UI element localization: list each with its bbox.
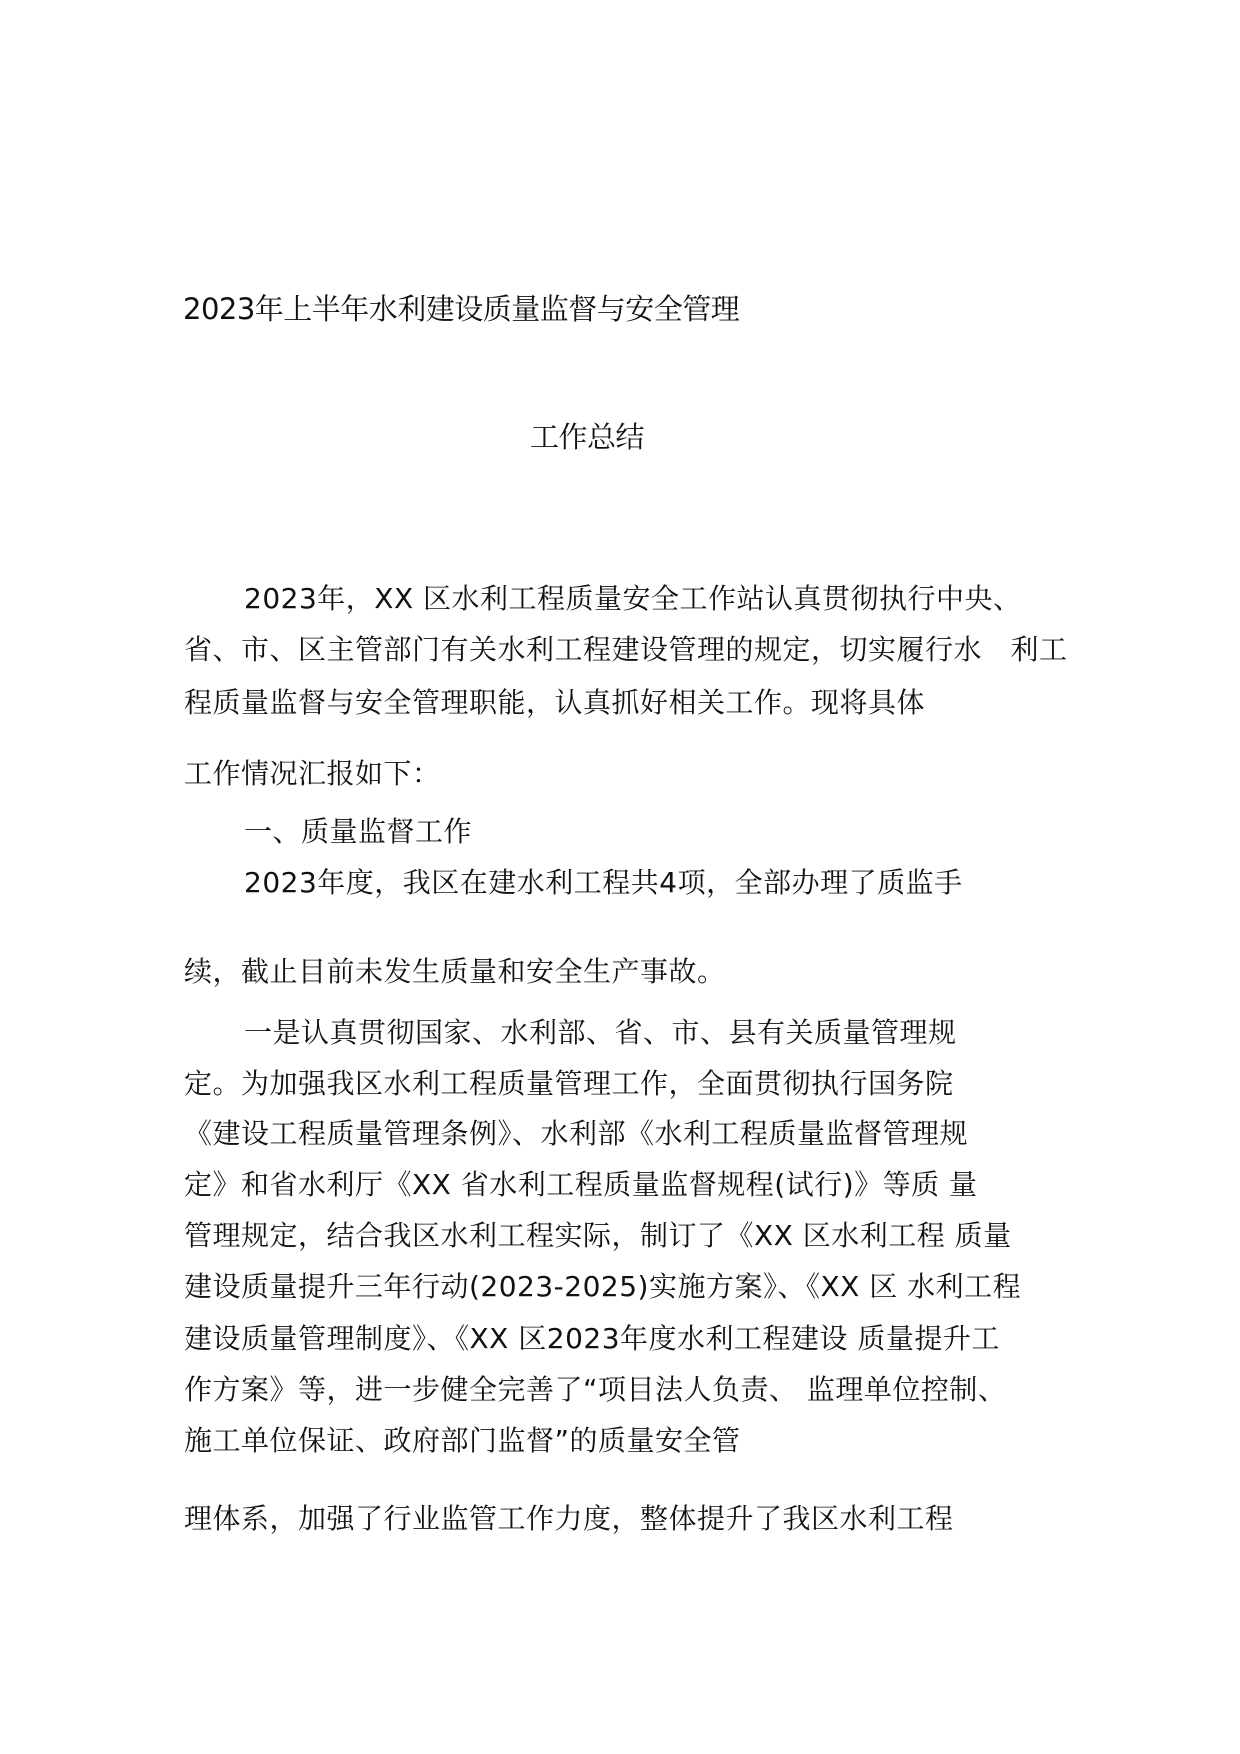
paragraph-line: 建设质量管理制度》、《XX 区2023年度水利工程建设 质量提升工 xyxy=(184,1322,1000,1355)
document-subtitle: 工作总结 xyxy=(530,420,645,454)
section-heading: 一、质量监督工作 xyxy=(244,815,473,848)
paragraph-line: 续，截止目前未发生质量和安全生产事故。 xyxy=(184,955,726,988)
paragraph-line: 程质量监督与安全管理职能，认真抓好相关工作。现将具体 xyxy=(184,686,926,719)
paragraph-line: 省、市、区主管部门有关水利工程建设管理的规定，切实履行水 利工 xyxy=(184,633,1068,666)
paragraph-line: 定》和省水利厅《XX 省水利工程质量监督规程(试行)》等质 量 xyxy=(184,1168,978,1201)
paragraph-line: 定。为加强我区水利工程质量管理工作，全面贯彻执行国务院 xyxy=(184,1067,954,1100)
paragraph-line: 施工单位保证、政府部门监督”的质量安全管 xyxy=(184,1424,741,1457)
paragraph-line: 理体系，加强了行业监管工作力度，整体提升了我区水利工程 xyxy=(184,1502,954,1535)
paragraph-line: 管理规定，结合我区水利工程实际，制订了《XX 区水利工程 质量 xyxy=(184,1219,1012,1252)
paragraph-line: 建设质量提升三年行动(2023-2025)实施方案》、《XX 区 水利工程 xyxy=(184,1270,1022,1303)
paragraph-line: 2023年度，我区在建水利工程共4项，全部办理了质监手 xyxy=(244,866,963,899)
paragraph-line: 2023年，XX 区水利工程质量安全工作站认真贯彻执行中央、 xyxy=(244,582,1022,615)
paragraph-line: 一是认真贯彻国家、水利部、省、市、县有关质量管理规 xyxy=(244,1016,957,1049)
paragraph-line: 工作情况汇报如下： xyxy=(184,757,441,790)
document-title: 2023年上半年水利建设质量监督与安全管理 xyxy=(183,292,740,326)
paragraph-line: 《建设工程质量管理条例》、水利部《水利工程质量监督管理规 xyxy=(184,1117,969,1150)
paragraph-line: 作方案》等，进一步健全完善了“项目法人负责、 监理单位控制、 xyxy=(184,1373,1007,1406)
